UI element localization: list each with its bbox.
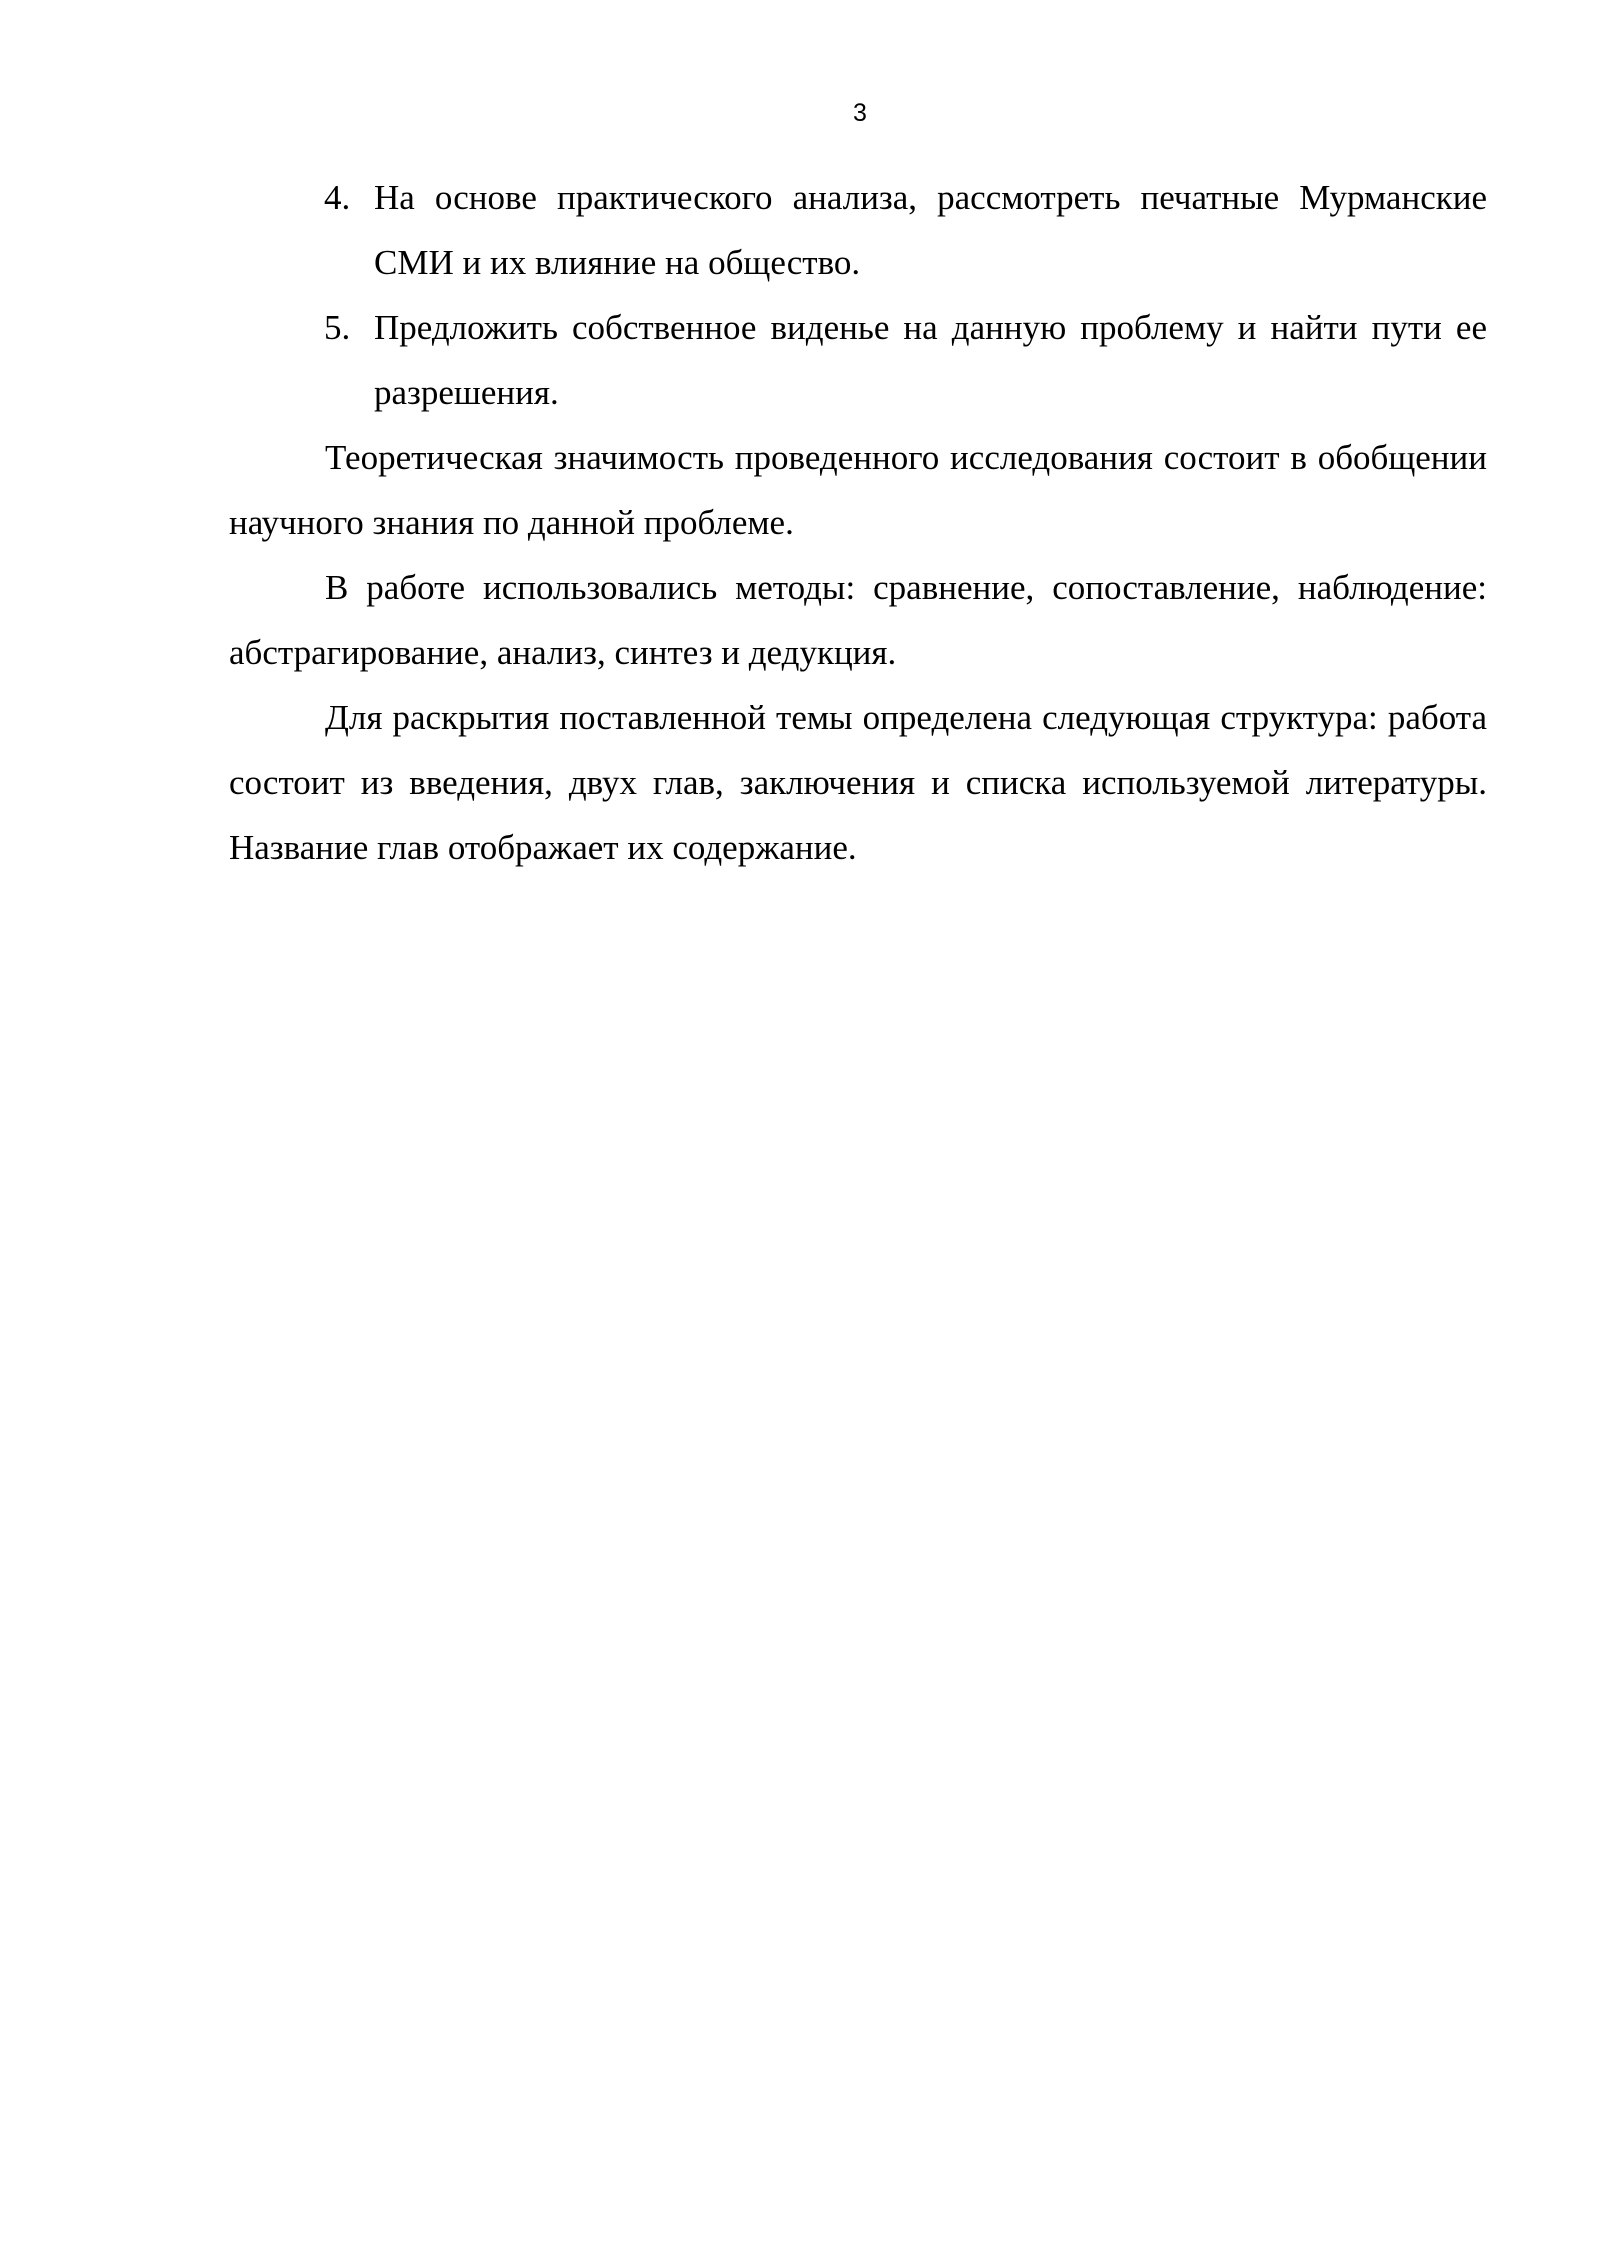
list-number-label: 4. <box>324 178 351 217</box>
list-item-5 <box>229 295 1487 425</box>
list-text: На основе практического анализа, рассмотреть печатные Мурманские СМИ и их влияние на общество. <box>374 178 1487 282</box>
document-body <box>229 165 1487 880</box>
list-text: Предложить собственное виденье на данную проблему и найти пути ее разрешения. <box>374 308 1487 412</box>
list-number <box>229 295 374 425</box>
paragraph-methods: В работе использовались методы: сравнение, сопоставление, наблюдение: абстрагирование, анализ, синтез и дедукция. <box>229 568 1487 672</box>
list-item-4 <box>229 165 1487 295</box>
list-number-label: 5. <box>324 308 351 347</box>
page-number: 3 <box>853 99 867 127</box>
list-number <box>229 165 374 295</box>
paragraph-structure: Для раскрытия поставленной темы определена следующая структура: работа состоит из введения, двух глав, заключения и списка используемой литературы. Название глав отображает их содержание. <box>229 698 1487 867</box>
paragraph-theoretical-significance: Теоретическая значимость проведенного исследования состоит в обобщении научного знания по данной проблеме. <box>229 438 1487 542</box>
